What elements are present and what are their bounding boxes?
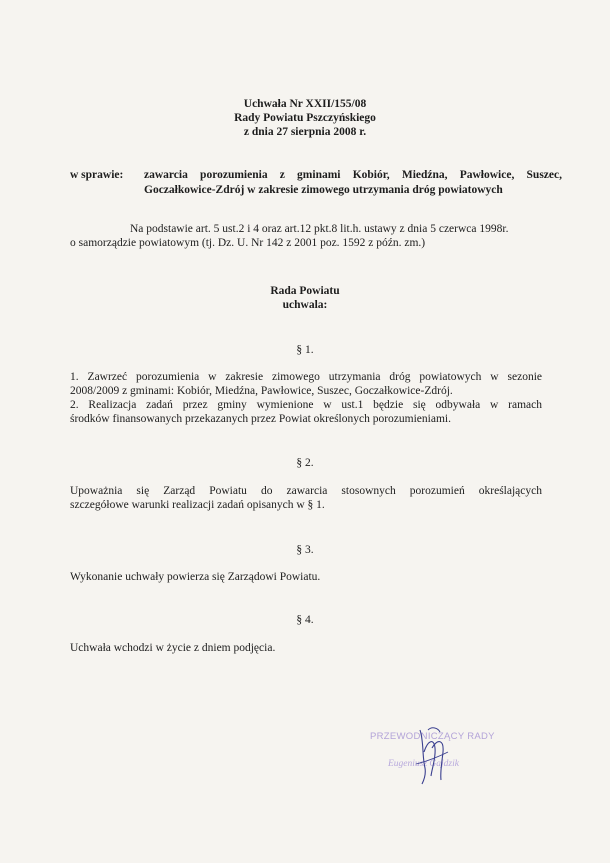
subject-label: w sprawie: (70, 169, 124, 181)
section-1-line: środków finansowanych przekazanych przez Powiat określonych porozumieniami. (70, 413, 451, 425)
section-1-line: 1. Zawrzeć porozumienia w zakresie zimowego utrzymania dróg powiatowych w sezonie (70, 371, 542, 383)
section-2-line: szczegółowe warunki realizacji zadań opisanych w § 1. (70, 499, 325, 511)
section-3-title: § 3. (296, 544, 314, 556)
section-4-line: Uchwała wchodzi w życie z dniem podjęcia. (70, 642, 276, 654)
section-3-body (70, 570, 542, 584)
stamp-name: Eugeniusz Gajdzik (388, 759, 459, 769)
council-resolves-label: uchwala: (282, 299, 328, 311)
resolution-number: Uchwała Nr XXII/155/08 (243, 98, 367, 110)
section-4-title: § 4. (296, 614, 314, 626)
resolution-header (0, 97, 610, 139)
section-1-line: 2008/2009 z gminami: Kobiór, Miedźna, Pawłowice, Suszec, Goczałkowice-Zdrój. (70, 385, 453, 397)
legal-basis-line-1: Na podstawie art. 5 ust.2 i 4 oraz art.12 pkt.8 lit.h. ustawy z dnia 5 czerwca 1998r. (130, 223, 509, 235)
section-1-line: 2. Realizacja zadań przez gminy wymienione w ust.1 będzie się odbywała w ramach (70, 399, 542, 411)
subject-line-1: zawarcia porozumienia z gminami Kobiór, Miedźna, Pawłowice, Suszec, (144, 169, 562, 181)
resolution-date: z dnia 27 sierpnia 2008 r. (243, 126, 367, 138)
section-3-line: Wykonanie uchwały powierza się Zarządowi Powiatu. (70, 571, 321, 583)
legal-basis-line-2: o samorządzie powiatowym (tj. Dz. U. Nr 142 z 2001 poz. 1592 z późn. zm.) (70, 237, 426, 249)
section-1-body (70, 370, 542, 426)
stamp-title: PRZEWODNICZĄCY RADY (370, 731, 495, 742)
council-resolves (0, 284, 610, 312)
section-1-title: § 1. (296, 344, 314, 356)
section-2-line: Upoważnia się Zarząd Powiatu do zawarcia stosownych porozumień określających (70, 485, 542, 497)
section-2-body (70, 484, 542, 512)
council-name: Rady Powiatu Pszczyńskiego (234, 112, 376, 124)
section-2-title: § 2. (296, 457, 314, 469)
section-4-body (70, 641, 542, 655)
legal-basis (70, 222, 552, 250)
handwritten-signature-icon (362, 722, 502, 792)
subject-line-2: Goczałkowice-Zdrój w zakresie zimowego utrzymania dróg powiatowych (144, 184, 503, 196)
council-title: Rada Powiatu (270, 285, 340, 297)
chairman-stamp (362, 722, 502, 792)
